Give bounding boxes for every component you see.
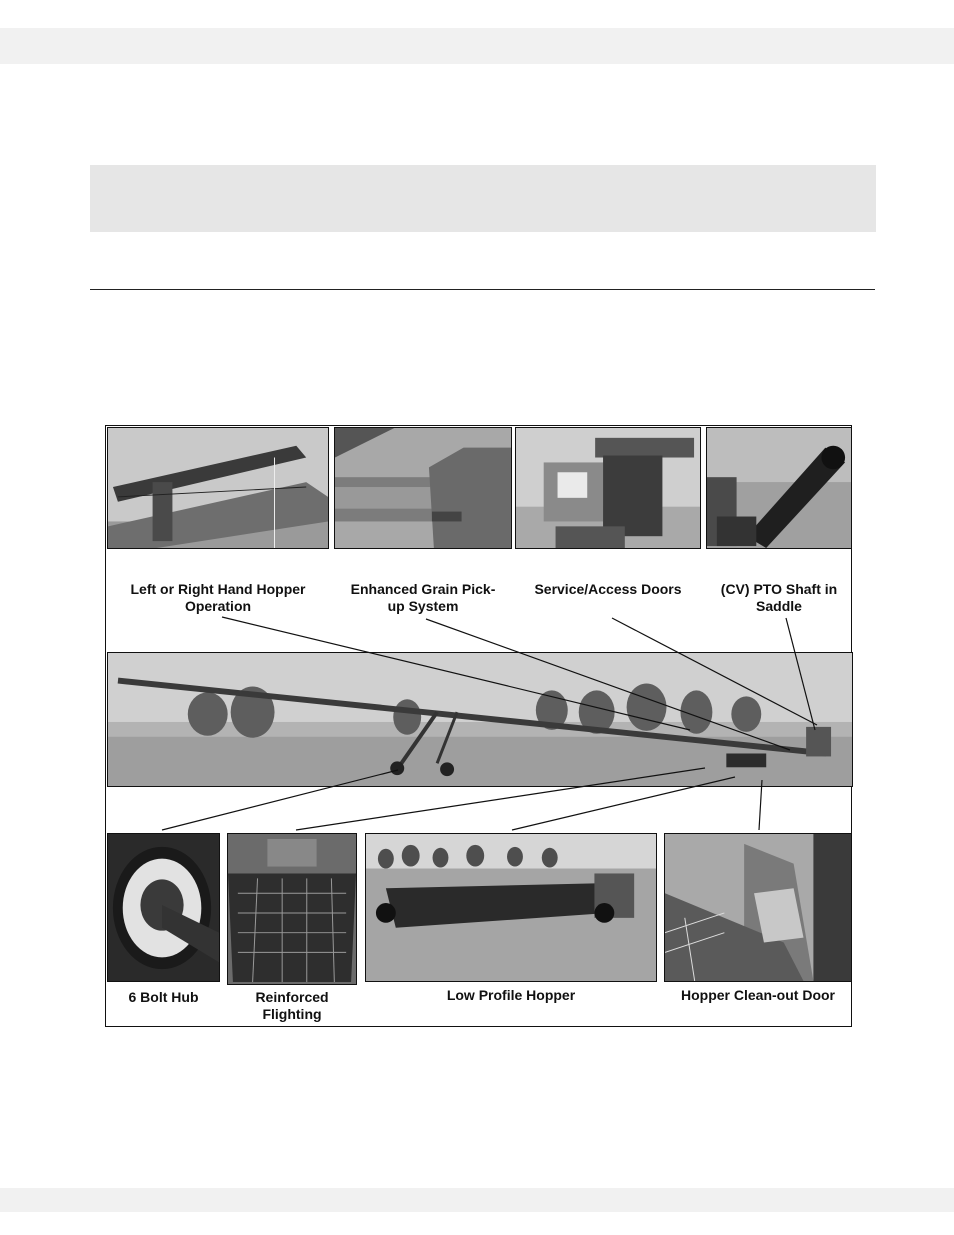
bolt-hub-photo [107, 833, 220, 982]
section-header-box [90, 165, 876, 232]
caption-cleanout-door: Hopper Clean-out Door [681, 987, 835, 1003]
grain-pickup-photo [334, 427, 512, 549]
flighting-photo [227, 833, 357, 985]
caption-pto-shaft: (CV) PTO Shaft in Saddle [720, 581, 838, 614]
caption-bolt-hub: 6 Bolt Hub [128, 989, 199, 1005]
pto-shaft-photo [706, 427, 852, 549]
caption-flighting: Reinforced Flighting [255, 989, 329, 1022]
caption-hopper-operation: Left or Right Hand Hopper Operation [130, 581, 306, 614]
cleanout-door-photo [664, 833, 852, 982]
low-profile-hopper-photo [365, 833, 657, 982]
hopper-operation-photo [107, 427, 329, 549]
section-divider [90, 289, 875, 290]
caption-low-profile-hopper: Low Profile Hopper [446, 987, 576, 1003]
caption-service-doors: Service/Access Doors [534, 581, 682, 597]
auger-overview-photo [107, 652, 853, 787]
page-header-band [0, 28, 954, 64]
caption-grain-pickup: Enhanced Grain Pick- up System [350, 581, 496, 614]
page-footer-band [0, 1188, 954, 1212]
service-doors-photo [515, 427, 701, 549]
